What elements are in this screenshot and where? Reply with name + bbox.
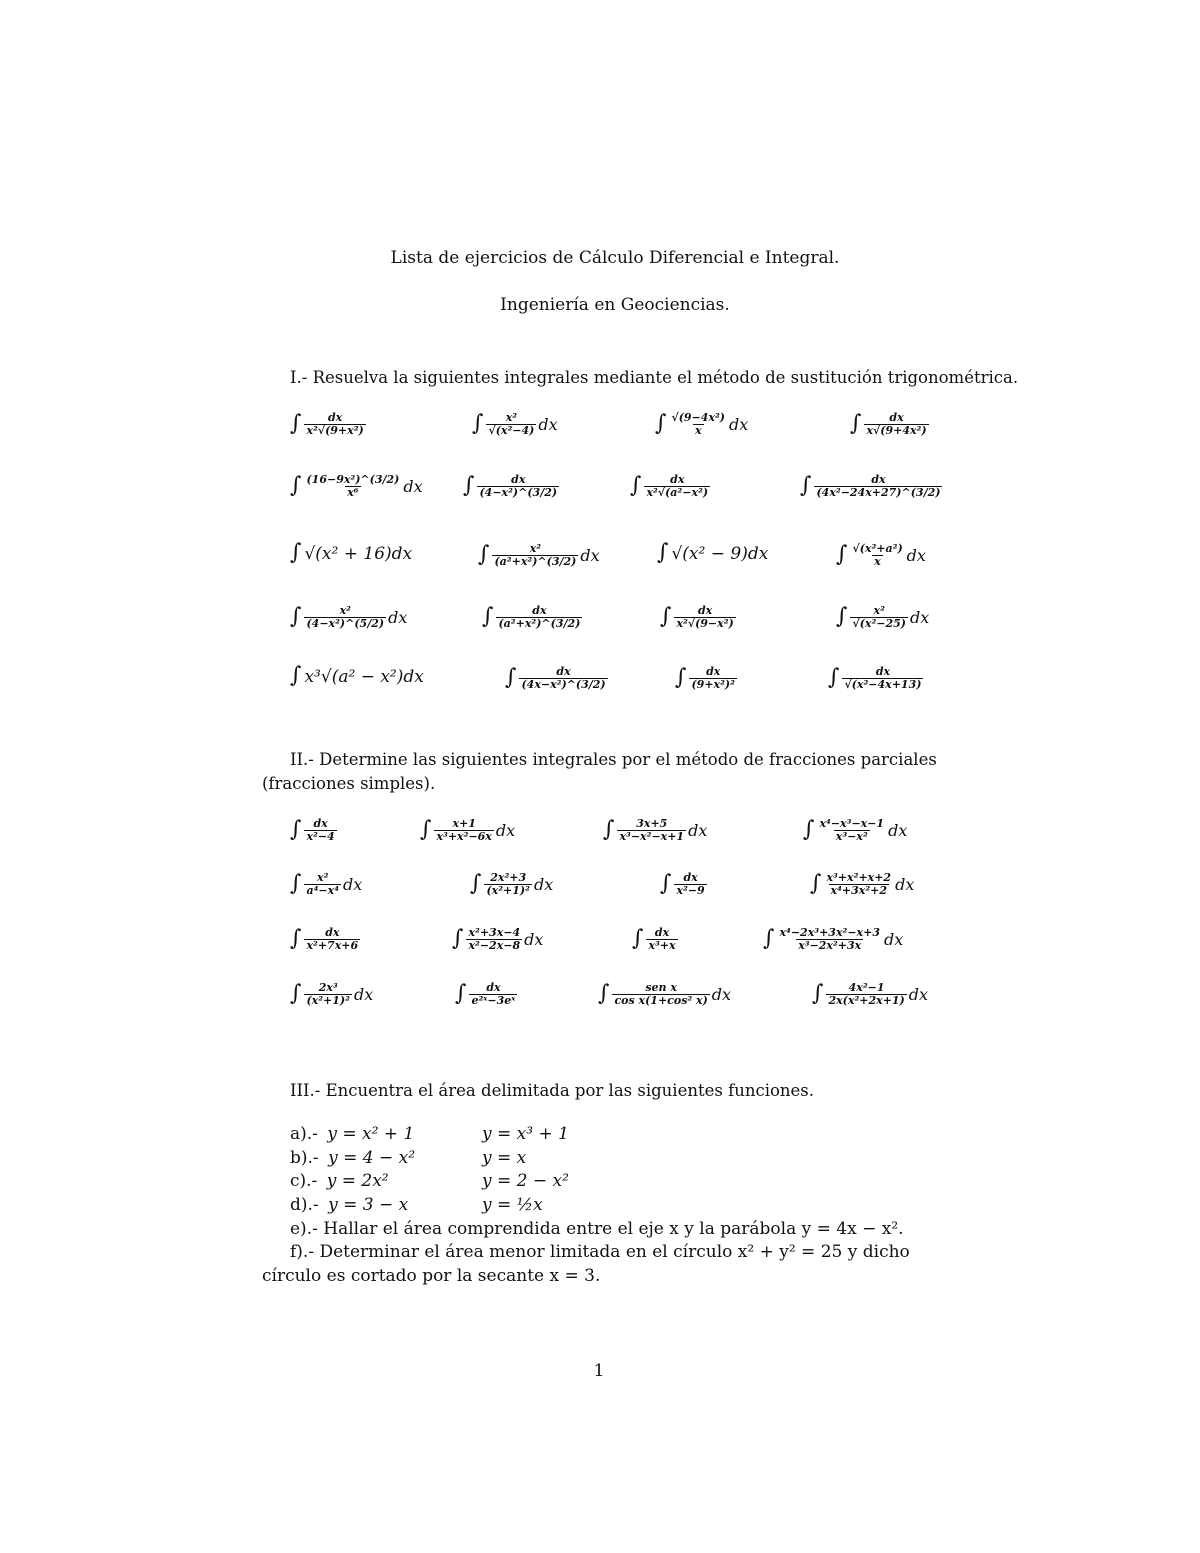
numerator: dx bbox=[313, 817, 328, 830]
numerator: 2x³ bbox=[318, 981, 338, 994]
denominator: 2x(x²+2x+1) bbox=[828, 994, 905, 1007]
integral: ∫ $\frac{dx}{\text{(a²+x²)\textasciicircum{}(3/2)}}$ bbox=[482, 603, 581, 630]
section-2-heading-cont: (fracciones simples). bbox=[262, 774, 436, 793]
numerator: dx bbox=[511, 473, 526, 486]
numerator: 2x²+3 bbox=[490, 871, 527, 884]
numerator: √(x²+a²) bbox=[852, 542, 903, 555]
numerator: dx bbox=[670, 473, 685, 486]
numerator: x² bbox=[505, 411, 518, 424]
integral: ∫ $\frac{dx}{\text{(4x²−24x+27)\textasciicircum{}(3/2)}}$ bbox=[800, 472, 941, 499]
denominator: x³+x²−6x bbox=[436, 830, 492, 843]
numerator: x³+x²+x+2 bbox=[826, 871, 892, 884]
function-g: y = ½x bbox=[482, 1195, 543, 1215]
integral: ∫ $\frac{\text{x²}}{\text{(a²+x²)\textasciicircum{}(3/2)}}$ dx bbox=[478, 541, 600, 568]
integral: ∫ $\frac{\text{x³+x²+x+2}}{\text{x⁴+3x²+2}}$ dx bbox=[810, 870, 915, 897]
numerator: (16−9x²)^(3/2) bbox=[306, 473, 400, 486]
denominator: x²√(9+x²) bbox=[306, 424, 364, 437]
area-item-f: f).- Determinar el área menor limitada en el círculo x² + y² = 25 y dicho bbox=[290, 1242, 910, 1262]
denominator: x³+x bbox=[648, 939, 676, 952]
section-1-heading: I.- Resuelva la siguientes integrales mediante el método de sustitución trigonométrica. bbox=[290, 368, 1019, 387]
integral: ∫ $\frac{dx}{\text{(4x−x²)\textasciicircum{}(3/2)}}$ bbox=[505, 664, 606, 691]
integral: ∫ $\frac{dx}{\text{x²+7x+6}}$ bbox=[290, 925, 359, 952]
item-label: c).- bbox=[290, 1171, 318, 1191]
integral: ∫ $\frac{\text{sen x}}{\text{cos x(1+cos² x)}}$ dx bbox=[598, 980, 732, 1007]
numerator: x² bbox=[873, 604, 885, 617]
document-title: Lista de ejercicios de Cálculo Diferencial e Integral. bbox=[390, 248, 840, 268]
integral: ∫ $\frac{dx}{\text{√(x²−4x+13)}}$ bbox=[828, 664, 922, 691]
denominator: √(x²−4) bbox=[488, 424, 535, 437]
numerator: 4x²−1 bbox=[848, 981, 885, 994]
integral: ∫ $\frac{dx}{\text{x²√(9−x²)}}$ bbox=[660, 603, 734, 630]
integral: ∫ $\frac{\text{x⁴−2x³+3x²−x+3}}{\text{x³−2x²+3x}}$ dx bbox=[763, 925, 904, 952]
denominator: x²+7x+6 bbox=[306, 939, 359, 952]
integral: ∫ √(x² + 16)dx bbox=[290, 540, 413, 565]
denominator: e²ˣ−3eˣ bbox=[471, 994, 516, 1007]
integral: ∫ $\frac{dx}{\text{x²−4}}$ bbox=[290, 816, 335, 843]
integral: ∫ $\frac{dx}{\text{x²−9}}$ bbox=[660, 870, 705, 897]
numerator: x+1 bbox=[452, 817, 476, 830]
denominator: (4x²−24x+27)^(3/2) bbox=[816, 486, 941, 499]
integral: ∫ $\frac{\text{x²}}{\text{√(x²−4)}}$ dx bbox=[472, 410, 558, 437]
integral: ∫ $\frac{dx}{\text{(9+x²)²}}$ bbox=[675, 664, 735, 691]
denominator: x³−x²−x+1 bbox=[619, 830, 685, 843]
integral: ∫ $\frac{dx}{\text{e²ˣ−3eˣ}}$ bbox=[455, 980, 516, 1007]
numerator: dx bbox=[889, 411, 904, 424]
integrand: √(x² − 9)dx bbox=[671, 544, 769, 564]
denominator: x²√(9−x²) bbox=[676, 617, 734, 630]
area-item bbox=[290, 1195, 543, 1215]
denominator: x³−x² bbox=[835, 830, 868, 843]
numerator: x² bbox=[339, 604, 351, 617]
numerator: x⁴−x³−x−1 bbox=[819, 817, 885, 830]
integral: ∫ $\frac{3x+5}{\text{x³−x²−x+1}}$ dx bbox=[603, 816, 708, 843]
numerator: dx bbox=[325, 926, 340, 939]
denominator: x√(9+4x²) bbox=[866, 424, 927, 437]
denominator: (4−x²)^(5/2) bbox=[306, 617, 385, 630]
denominator: x⁴+3x²+2 bbox=[830, 884, 888, 897]
integral: ∫ $\frac{\text{x²}}{\text{√(x²−25)}}$ dx bbox=[836, 603, 930, 630]
area-item-e: e).- Hallar el área comprendida entre el eje x y la parábola y = 4x − x². bbox=[290, 1219, 904, 1239]
item-label: b).- bbox=[290, 1148, 319, 1168]
area-item-f-cont: círculo es cortado por la secante x = 3. bbox=[262, 1266, 601, 1286]
integral: ∫ $\frac{dx}{\text{x²√(9+x²)}}$ bbox=[290, 410, 364, 437]
numerator: dx bbox=[327, 411, 343, 424]
integral: ∫ $\frac{\text{x²}}{\text{a⁴−x⁴}}$ dx bbox=[290, 870, 363, 897]
function-f: y = x² + 1 bbox=[327, 1124, 415, 1144]
denominator: (4x−x²)^(3/2) bbox=[521, 678, 606, 691]
function-g: y = x bbox=[482, 1148, 527, 1168]
area-item bbox=[290, 1148, 527, 1168]
numerator: dx bbox=[697, 604, 713, 617]
document-subtitle: Ingeniería en Geociencias. bbox=[500, 295, 730, 315]
numerator: dx bbox=[875, 665, 891, 678]
page-number: 1 bbox=[593, 1361, 605, 1381]
denominator: x bbox=[694, 424, 702, 437]
denominator: x⁶ bbox=[347, 486, 359, 499]
item-label: a).- bbox=[290, 1124, 318, 1144]
integral: ∫ $\frac{dx}{\text{(4−x²)\textasciicircum{}(3/2)}}$ bbox=[463, 472, 558, 499]
denominator: √(x²−25) bbox=[852, 617, 907, 630]
integral: ∫ $\frac{\text{√(x²+a²)}}{x}$ dx bbox=[836, 541, 926, 568]
numerator: x²+3x−4 bbox=[468, 926, 521, 939]
numerator: dx bbox=[556, 665, 571, 678]
integral: ∫ $\frac{\text{x⁴−x³−x−1}}{\text{x³−x²}}$ dx bbox=[803, 816, 908, 843]
integral: ∫ √(x² − 9)dx bbox=[657, 540, 769, 565]
denominator: (x²+1)² bbox=[306, 994, 350, 1007]
integrand: x³√(a² − x²)dx bbox=[304, 667, 424, 687]
numerator: dx bbox=[532, 604, 547, 617]
numerator: 3x+5 bbox=[636, 817, 668, 830]
section-3-heading: III.- Encuentra el área delimitada por las siguientes funciones. bbox=[290, 1081, 815, 1100]
integral: ∫ $\frac{dx}{\text{x²√(a²−x²)}}$ bbox=[630, 472, 709, 499]
numerator: dx bbox=[486, 981, 501, 994]
numerator: x² bbox=[529, 542, 542, 555]
numerator: dx bbox=[706, 665, 721, 678]
numerator: dx bbox=[654, 926, 670, 939]
numerator: √(9−4x²) bbox=[671, 411, 726, 424]
function-g: y = 2 − x² bbox=[482, 1171, 569, 1191]
denominator: (x²+1)² bbox=[486, 884, 530, 897]
denominator: x²−2x−8 bbox=[468, 939, 521, 952]
integral: ∫ x³√(a² − x²)dx bbox=[290, 663, 424, 688]
integral: ∫ $\frac{\text{x²}}{\text{(4−x²)\textasciicircum{}(5/2)}}$ dx bbox=[290, 603, 408, 630]
denominator: x²√(a²−x²) bbox=[646, 486, 709, 499]
numerator: dx bbox=[683, 871, 698, 884]
denominator: x²−9 bbox=[676, 884, 705, 897]
area-item bbox=[290, 1124, 569, 1144]
function-g: y = x³ + 1 bbox=[482, 1124, 569, 1144]
function-f: y = 2x² bbox=[326, 1171, 389, 1191]
denominator: x²−4 bbox=[306, 830, 335, 843]
denominator: (9+x²)² bbox=[691, 678, 735, 691]
function-f: y = 4 − x² bbox=[328, 1148, 416, 1168]
function-f: y = 3 − x bbox=[328, 1195, 409, 1215]
integral: ∫ $\frac{\text{√(9−4x²)}}{x}$ dx bbox=[655, 410, 749, 437]
numerator: sen x bbox=[645, 981, 677, 994]
area-item bbox=[290, 1171, 569, 1191]
item-label: d).- bbox=[290, 1195, 319, 1215]
integral: ∫ $\frac{\text{4x²−1}}{\text{2x(x²+2x+1)}}$ dx bbox=[812, 980, 929, 1007]
denominator: x³−2x²+3x bbox=[798, 939, 862, 952]
numerator: x² bbox=[317, 871, 329, 884]
denominator: (a²+x²)^(3/2) bbox=[498, 617, 581, 630]
integral: ∫ $\frac{\text{2x²+3}}{\text{(x²+1)²}}$ dx bbox=[470, 870, 554, 897]
integral: ∫ $\frac{dx}{\text{x√(9+4x²)}}$ bbox=[850, 410, 927, 437]
integral: ∫ $\frac{\text{(16−9x²)\textasciicircum{}(3/2)}}{\text{x⁶}}$ dx bbox=[290, 472, 423, 499]
integral: ∫ $\frac{\text{x²+3x−4}}{\text{x²−2x−8}}$ dx bbox=[452, 925, 544, 952]
denominator: cos x(1+cos² x) bbox=[614, 994, 708, 1007]
denominator: x bbox=[874, 555, 881, 568]
numerator: dx bbox=[871, 473, 886, 486]
integral: ∫ $\frac{dx}{\text{x³+x}}$ bbox=[632, 925, 676, 952]
integral: ∫ $\frac{\text{2x³}}{\text{(x²+1)²}}$ dx bbox=[290, 980, 374, 1007]
denominator: a⁴−x⁴ bbox=[306, 884, 340, 897]
denominator: √(x²−4x+13) bbox=[844, 678, 922, 691]
integral: ∫ $\frac{x+1}{\text{x³+x²−6x}}$ dx bbox=[420, 816, 516, 843]
integrand: √(x² + 16)dx bbox=[304, 544, 413, 564]
numerator: x⁴−2x³+3x²−x+3 bbox=[779, 926, 880, 939]
section-2-heading: II.- Determine las siguientes integrales por el método de fracciones parciales bbox=[290, 750, 937, 769]
denominator: (a²+x²)^(3/2) bbox=[494, 555, 577, 568]
denominator: (4−x²)^(3/2) bbox=[479, 486, 558, 499]
